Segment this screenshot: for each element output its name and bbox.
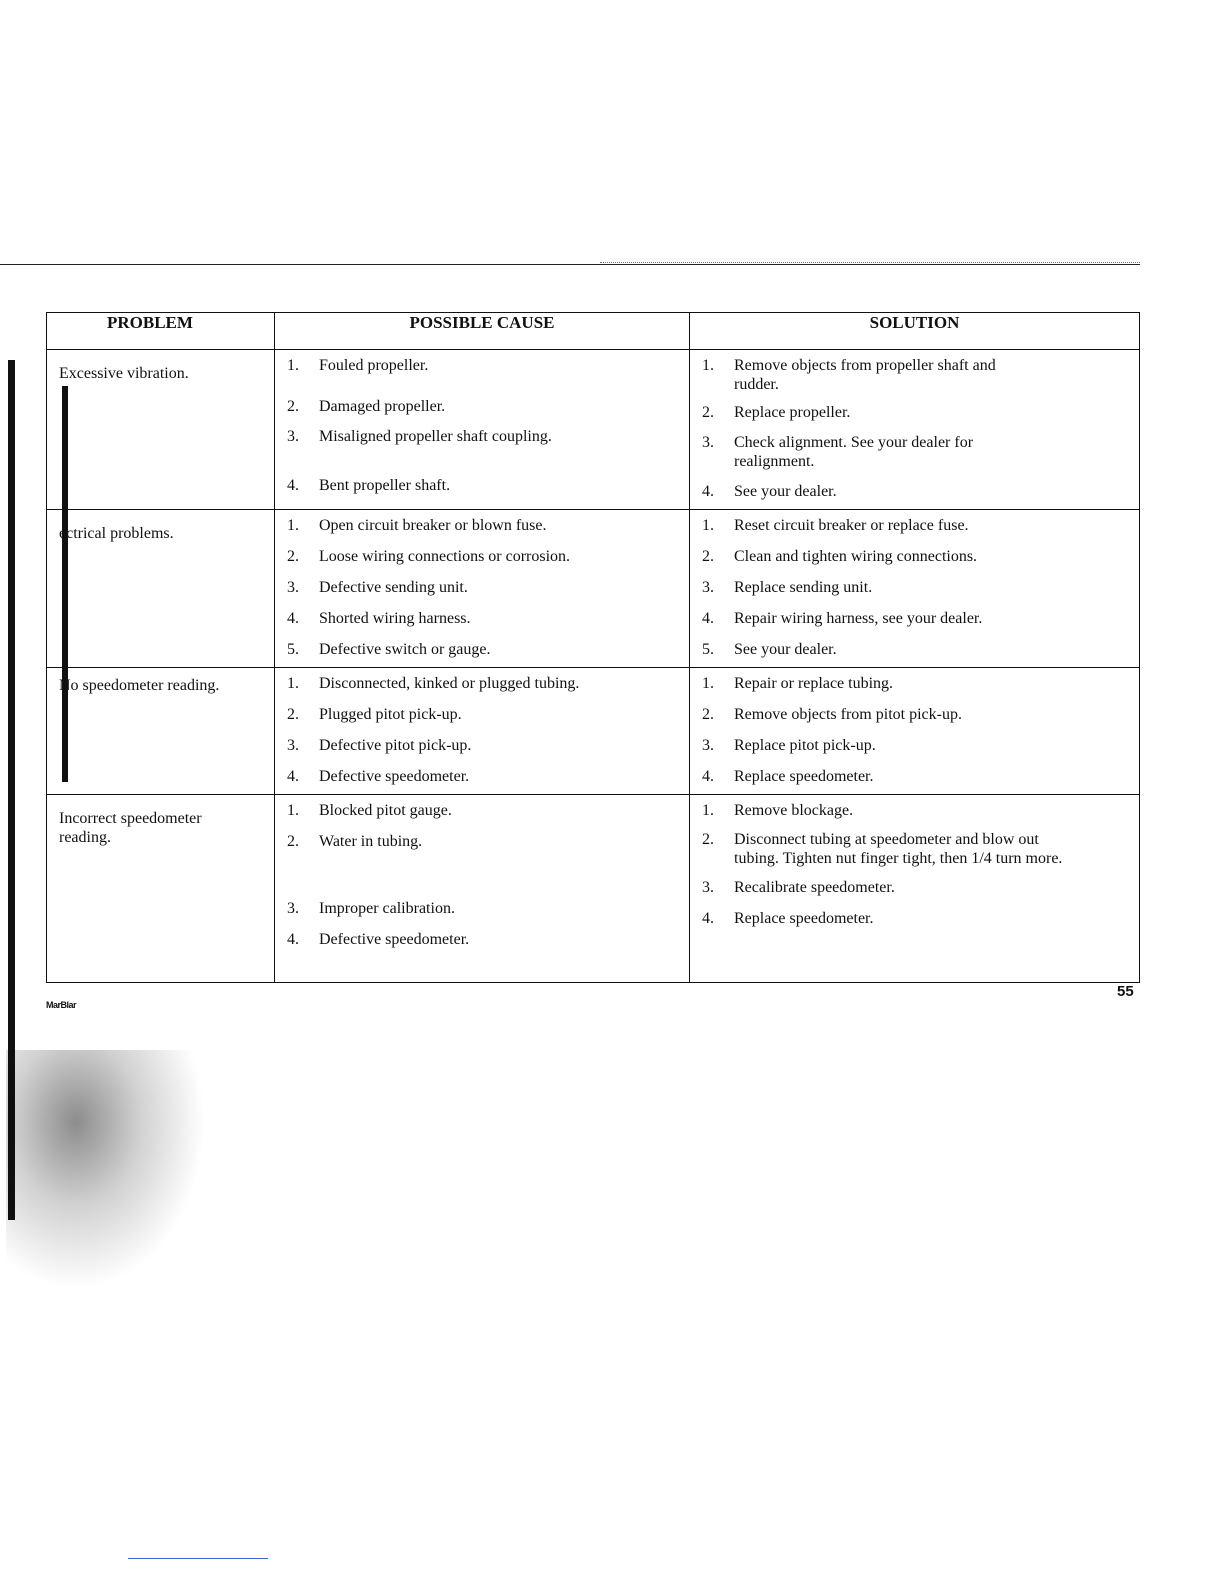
item-number: 2. [702, 548, 714, 565]
item-text: Disconnected, kinked or plugged tubing. [319, 675, 580, 692]
list-item [702, 909, 1127, 928]
item-number: 3. [287, 900, 299, 917]
list-item [702, 609, 1127, 628]
header-possible-cause: POSSIBLE CAUSE [275, 313, 690, 350]
item-number: 1. [702, 802, 714, 819]
item-number: 1. [702, 675, 714, 692]
list-item [287, 801, 677, 820]
list-item [287, 356, 677, 375]
item-number: 1. [287, 517, 299, 534]
item-text: Defective pitot pick-up. [319, 737, 472, 754]
list-item [702, 578, 1127, 597]
top-rule-dotted [600, 262, 1140, 263]
item-number: 2. [287, 706, 299, 723]
cause-cell [275, 668, 690, 795]
item-text: Replace sending unit. [734, 579, 873, 596]
item-text: Open circuit breaker or blown fuse. [319, 517, 547, 534]
solution-cell [690, 795, 1140, 983]
list-item [702, 878, 1127, 897]
top-rule [0, 264, 1140, 265]
item-text: Plugged pitot pick-up. [319, 706, 462, 723]
item-number: 5. [702, 641, 714, 658]
list-item [287, 930, 677, 949]
list-item [287, 767, 677, 786]
item-number: 4. [702, 768, 714, 785]
cause-cell [275, 795, 690, 983]
item-text: Replace propeller. [734, 404, 851, 421]
list-item [287, 516, 677, 535]
list-item [287, 427, 677, 446]
item-number: 2. [287, 833, 299, 850]
list-item [287, 832, 677, 851]
item-text: Repair wiring harness, see your dealer. [734, 610, 983, 627]
item-text: Remove blockage. [734, 802, 854, 819]
list-item [702, 830, 1127, 868]
list-item [702, 736, 1127, 755]
list-item [702, 403, 1032, 422]
item-number: 4. [702, 483, 714, 500]
list-item [702, 482, 1032, 501]
item-number: 4. [287, 610, 299, 627]
bottom-rule [128, 1558, 268, 1559]
item-text: Improper calibration. [319, 900, 455, 917]
item-number: 4. [702, 910, 714, 927]
list-item [287, 705, 677, 724]
item-text: Defective sending unit. [319, 579, 468, 596]
item-text: Water in tubing. [319, 833, 423, 850]
item-text: See your dealer. [734, 641, 837, 658]
brand-logo: MarBlar [46, 1000, 77, 1010]
cause-cell [275, 510, 690, 668]
item-text: Defective switch or gauge. [319, 641, 491, 658]
table-row [47, 510, 1140, 668]
item-text: Misaligned propeller shaft coupling. [319, 428, 552, 445]
list-item [287, 640, 677, 659]
item-number: 3. [287, 737, 299, 754]
item-number: 2. [702, 404, 714, 421]
item-number: 3. [287, 579, 299, 596]
table-row [47, 668, 1140, 795]
problem-cell [47, 795, 275, 983]
item-text: Replace speedometer. [734, 768, 874, 785]
list-item [287, 899, 677, 918]
item-text: Replace pitot pick-up. [734, 737, 876, 754]
table-header-row [47, 313, 1140, 350]
problem-cell: No speedometer reading. [47, 668, 275, 795]
header-solution: SOLUTION [690, 313, 1140, 350]
item-text: Disconnect tubing at speedometer and blow out tubing. Tighten nut finger tight, then 1/4 turn more. [734, 831, 1063, 867]
cause-cell [275, 350, 690, 510]
list-item [702, 674, 1127, 693]
item-text: Defective speedometer. [319, 768, 470, 785]
item-number: 3. [702, 434, 714, 451]
item-number: 4. [287, 768, 299, 785]
item-text: Fouled propeller. [319, 357, 429, 374]
item-number: 3. [287, 428, 299, 445]
scan-smudge [6, 1050, 206, 1290]
item-number: 1. [287, 675, 299, 692]
problem-text: Incorrect speedometer reading. [59, 810, 202, 846]
list-item [702, 640, 1127, 659]
item-text: Remove objects from propeller shaft and rudder. [734, 357, 996, 393]
item-text: Recalibrate speedometer. [734, 879, 895, 896]
table-row [47, 350, 1140, 510]
problem-cell: ectrical problems. [47, 510, 275, 668]
list-item [287, 476, 677, 495]
problem-cell: Excessive vibration. [47, 350, 275, 510]
item-text: Check alignment. See your dealer for realignment. [734, 434, 974, 470]
item-text: Loose wiring connections or corrosion. [319, 548, 571, 565]
solution-cell [690, 350, 1140, 510]
item-number: 3. [702, 737, 714, 754]
item-text: Blocked pitot gauge. [319, 802, 452, 819]
item-text: Replace speedometer. [734, 910, 874, 927]
item-number: 4. [702, 610, 714, 627]
item-number: 5. [287, 641, 299, 658]
item-text: Defective speedometer. [319, 931, 470, 948]
list-item [702, 767, 1127, 786]
list-item [702, 801, 1127, 820]
list-item [287, 397, 677, 416]
item-number: 2. [287, 398, 299, 415]
page-number: 55 [1117, 983, 1134, 1000]
list-item [702, 433, 1032, 471]
item-text: Shorted wiring harness. [319, 610, 471, 627]
item-number: 4. [287, 931, 299, 948]
list-item [287, 547, 677, 566]
item-number: 1. [702, 357, 714, 374]
item-number: 2. [702, 831, 714, 848]
item-number: 3. [702, 579, 714, 596]
item-text: Bent propeller shaft. [319, 477, 451, 494]
item-number: 3. [702, 879, 714, 896]
item-text: See your dealer. [734, 483, 837, 500]
item-text: Clean and tighten wiring connections. [734, 548, 978, 565]
solution-cell [690, 668, 1140, 795]
list-item [287, 609, 677, 628]
list-item [287, 674, 677, 693]
item-text: Reset circuit breaker or replace fuse. [734, 517, 969, 534]
item-number: 2. [287, 548, 299, 565]
list-item [702, 356, 1032, 394]
item-text: Damaged propeller. [319, 398, 446, 415]
item-number: 1. [287, 357, 299, 374]
item-number: 4. [287, 477, 299, 494]
solution-cell [690, 510, 1140, 668]
header-problem: PROBLEM [47, 313, 275, 350]
list-item [287, 736, 677, 755]
item-text: Remove objects from pitot pick-up. [734, 706, 962, 723]
item-number: 1. [287, 802, 299, 819]
list-item [702, 516, 1127, 535]
list-item [702, 705, 1127, 724]
item-text: Repair or replace tubing. [734, 675, 894, 692]
table-row [47, 795, 1140, 983]
list-item [287, 578, 677, 597]
troubleshooting-table [46, 312, 1140, 983]
item-number: 1. [702, 517, 714, 534]
item-number: 2. [702, 706, 714, 723]
list-item [702, 547, 1127, 566]
